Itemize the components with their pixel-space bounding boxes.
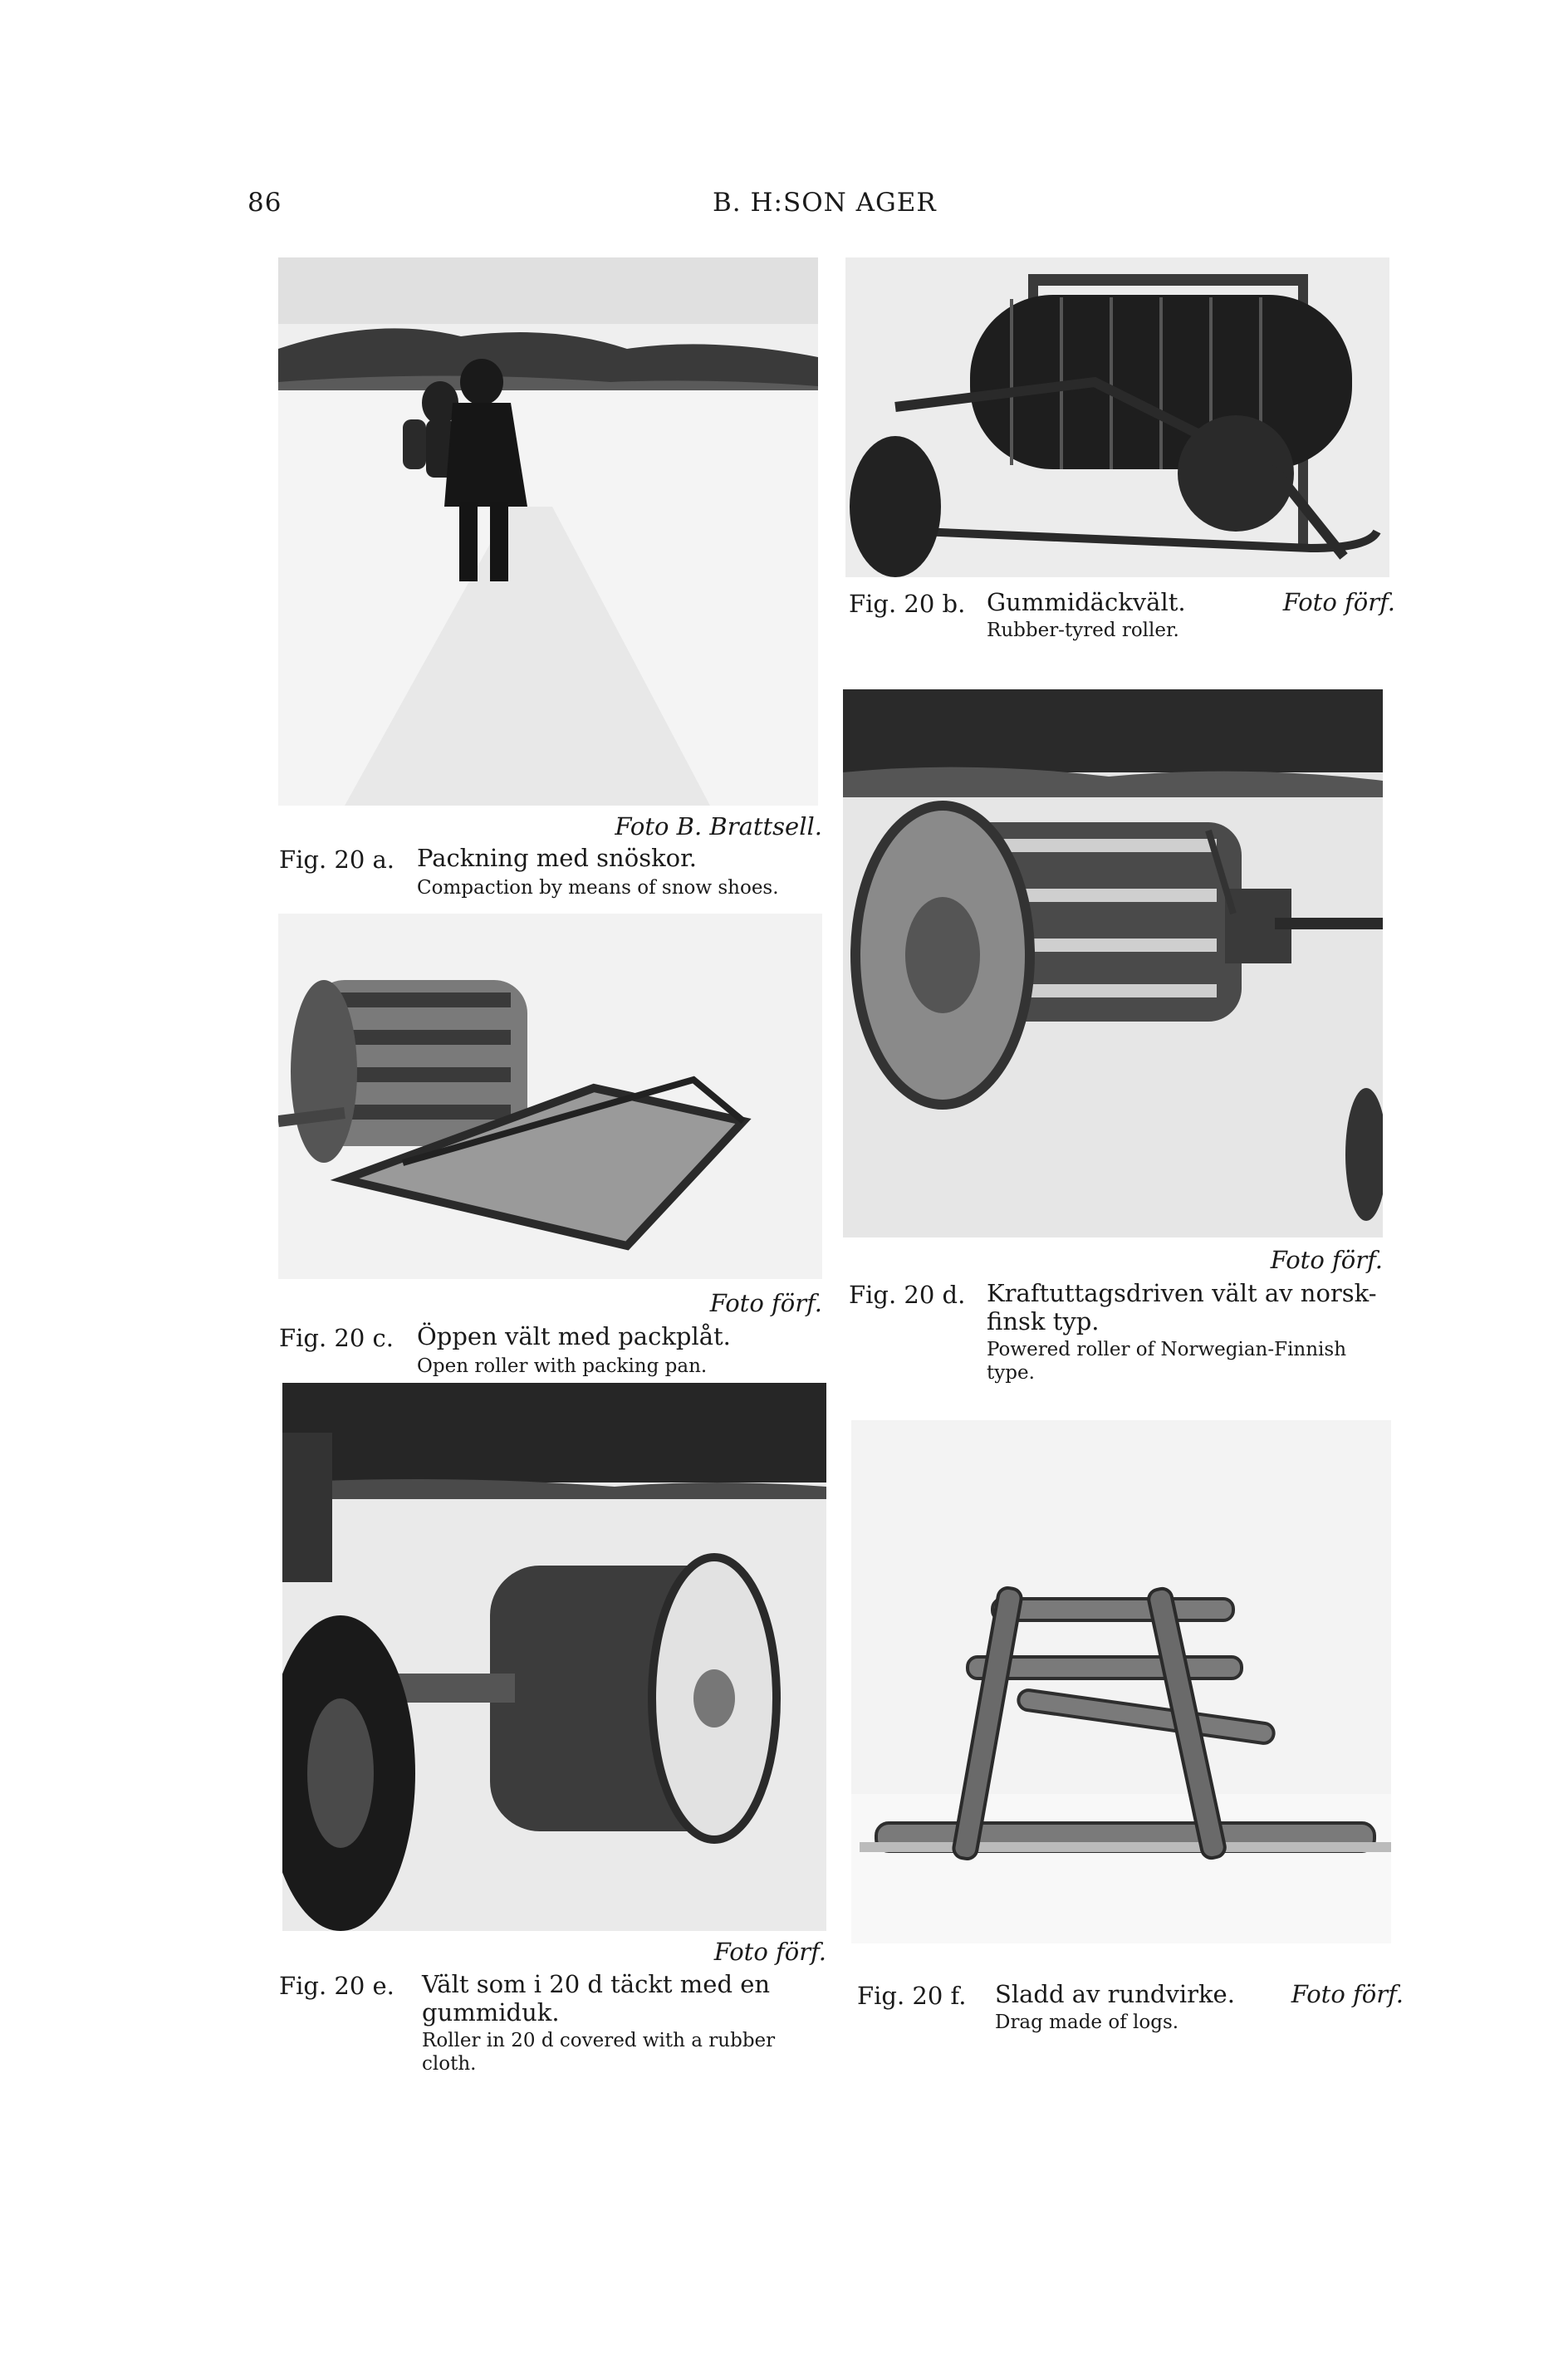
fig-20d-title-line1: Kraftuttagsdriven vält av norsk- <box>987 1279 1377 1307</box>
fig-20e-title-line1: Vält som i 20 d täckt med en <box>422 1970 771 1998</box>
fig-20d-subtitle-line2: type. <box>987 1362 1035 1384</box>
fig-20c-title: Öppen vält med packplåt. <box>417 1322 731 1350</box>
fig-20e-subtitle-line1: Roller in 20 d covered with a rubber <box>422 2030 776 2051</box>
fig-20d-subtitle-line1: Powered roller of Norwegian-Finnish <box>987 1339 1347 1360</box>
fig-20a-title: Packning med snöskor. <box>417 844 697 872</box>
fig-20c-subtitle: Open roller with packing pan. <box>417 1355 708 1377</box>
page-number: 86 <box>247 188 282 218</box>
rubber-tyred-roller-icon <box>845 257 1389 577</box>
fig-20a-number: Fig. 20 a. <box>279 845 395 874</box>
fig-20f-number: Fig. 20 f. <box>857 1982 967 2010</box>
fig-20d-number: Fig. 20 d. <box>849 1281 966 1309</box>
covered-roller-icon <box>282 1383 826 1931</box>
credit-fig-20a: Foto B. Brattsell. <box>615 812 822 840</box>
fig-20b-subtitle: Rubber-tyred roller. <box>987 620 1179 641</box>
photo-fig-20e <box>282 1383 826 1931</box>
credit-fig-20d: Foto förf. <box>1270 1246 1383 1274</box>
credit-fig-20f: Foto förf. <box>1291 1980 1404 2008</box>
fig-20e-number: Fig. 20 e. <box>279 1972 394 2000</box>
credit-fig-20e: Foto förf. <box>713 1938 826 1966</box>
photo-fig-20f <box>851 1420 1391 1943</box>
open-roller-packing-pan-icon <box>278 914 822 1279</box>
fig-20c-number: Fig. 20 c. <box>279 1324 394 1352</box>
fig-20b-title: Gummidäckvält. <box>987 588 1186 616</box>
fig-20e-title-line2: gummiduk. <box>422 1998 560 2026</box>
people-walking-on-snowshoes-icon <box>278 257 818 806</box>
credit-fig-20c: Foto förf. <box>709 1289 822 1317</box>
fig-20a-subtitle: Compaction by means of snow shoes. <box>417 877 779 899</box>
fig-20b-number: Fig. 20 b. <box>849 590 966 618</box>
log-drag-icon <box>851 1420 1391 1943</box>
powered-roller-icon <box>843 689 1383 1237</box>
fig-20f-title: Sladd av rundvirke. <box>995 1980 1235 2008</box>
photo-fig-20a <box>278 257 818 806</box>
fig-20d-title-line2: finsk typ. <box>987 1307 1100 1335</box>
fig-20e-subtitle-line2: cloth. <box>422 2053 477 2075</box>
fig-20f-subtitle: Drag made of logs. <box>995 2012 1179 2033</box>
photo-fig-20b <box>845 257 1389 577</box>
credit-fig-20b: Foto förf. <box>1282 588 1395 616</box>
photo-fig-20d <box>843 689 1383 1237</box>
running-title: B. H:SON AGER <box>713 188 937 218</box>
photo-fig-20c <box>278 914 822 1279</box>
